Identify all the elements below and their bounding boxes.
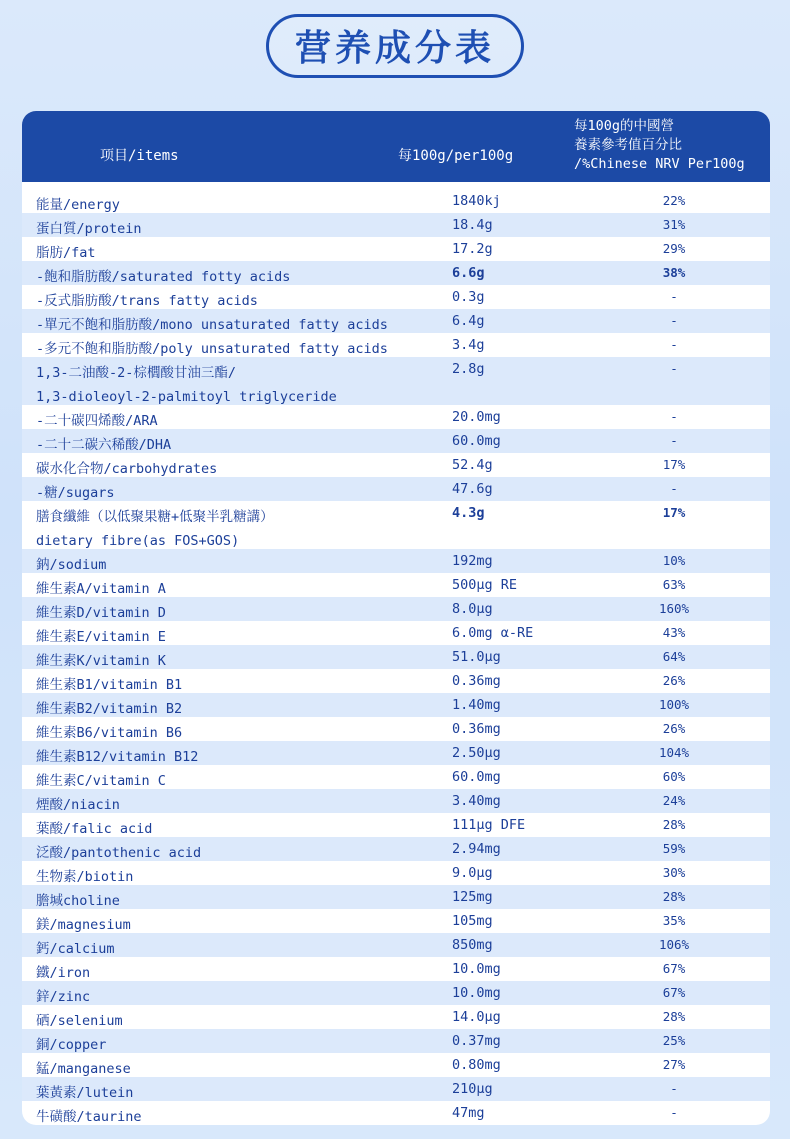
nutrient-name [36,337,446,357]
nutrient-nrv: 17% [662,457,686,472]
table-row [22,1053,770,1077]
table-row [22,789,770,813]
table-row [22,1005,770,1029]
table-row [22,237,770,261]
table-row [22,765,770,789]
nutrient-value: 0.37mg [452,1033,501,1049]
nutrient-name [36,649,446,669]
nutrient-name [36,553,446,573]
nutrient-value: 3.40mg [452,793,501,809]
table-row [22,597,770,621]
nutrient-nrv: - [670,1105,678,1120]
nutrient-name-line1: -糖/sugars [36,485,115,501]
nutrient-nrv: 22% [662,193,686,208]
nutrient-nrv: 67% [662,985,686,1000]
nutrient-name-line1: 錳/manganese [36,1061,131,1077]
title-container [0,14,790,78]
table-row [22,501,770,549]
table-row [22,693,770,717]
nutrient-name-line1: 鎂/magnesium [36,917,131,933]
table-row [22,189,770,213]
nutrient-nrv: 60% [662,769,686,784]
nutrient-nrv: - [670,1081,678,1096]
nutrient-name-line1: -二十二碳六稀酸/DHA [36,437,172,453]
nutrient-name-line1: 維生素K/vitamin K [36,653,166,669]
nutrient-value: 0.36mg [452,673,501,689]
nutrient-name-line2: dietary fibre(as FOS+GOS) [36,533,240,549]
nutrient-name-line1: 1,3-二油酸-2-棕櫚酸甘油三酯/ [36,365,237,381]
table-row [22,453,770,477]
table-row [22,333,770,357]
nutrient-name-line1: 泛酸/pantothenic acid [36,845,202,861]
nutrient-name-line1: 生物素/biotin [36,869,134,885]
table-row [22,621,770,645]
nutrient-name-line1: 維生素B12/vitamin B12 [36,749,199,765]
table-row [22,741,770,765]
nutrient-name [36,697,446,717]
nutrient-name-line1: 牛磺酸/taurine [36,1109,142,1125]
nutrient-name-line1: 鈣/calcium [36,941,115,957]
nutrient-nrv: 31% [662,217,686,232]
nutrient-name [36,265,446,285]
nutrient-value: 60.0mg [452,433,501,449]
nutrient-name [36,1081,446,1101]
nutrient-name-line1: -反式脂肪酸/trans fatty acids [36,293,258,309]
nutrient-name-line1: -單元不飽和脂肪酸/mono unsaturated fatty acids [36,317,388,333]
nutrient-value: 4.3g [452,505,485,521]
nutrient-name-line1: 蛋白質/protein [36,221,142,237]
nutrient-name-line1: 維生素D/vitamin D [36,605,166,621]
nutrient-nrv: - [670,361,678,376]
nutrient-nrv: 160% [658,601,690,616]
header-nrv [574,117,745,174]
nutrient-name-line1: 煙酸/niacin [36,797,120,813]
nutrient-value: 105mg [452,913,493,929]
nutrient-value: 14.0μg [452,1009,501,1025]
nutrient-name-line1: -飽和脂肪酸/saturated fotty acids [36,269,291,285]
nutrient-name-line1: 維生素E/vitamin E [36,629,166,645]
table-row [22,933,770,957]
nutrient-value: 47mg [452,1105,485,1121]
table-row [22,861,770,885]
nutrient-name-line1: 維生素A/vitamin A [36,581,166,597]
nutrient-name [36,889,446,909]
nutrient-nrv: 106% [658,937,690,952]
nutrient-nrv: 64% [662,649,686,664]
header-nrv-line2: 養素參考值百分比 [574,137,682,153]
table-row [22,357,770,405]
table-row [22,309,770,333]
nutrient-value: 0.80mg [452,1057,501,1073]
table-row [22,669,770,693]
nutrient-value: 52.4g [452,457,493,473]
table-row [22,957,770,981]
nutrient-name-line1: 維生素B6/vitamin B6 [36,725,183,741]
nutrient-name [36,577,446,597]
nutrient-value: 2.50μg [452,745,501,761]
nutrient-value: 18.4g [452,217,493,233]
nutrient-name [36,841,446,861]
table-row [22,837,770,861]
nutrient-nrv: 26% [662,721,686,736]
nutrient-nrv: 35% [662,913,686,928]
nutrient-nrv: 28% [662,889,686,904]
nutrient-value: 2.94mg [452,841,501,857]
nutrient-name [36,625,446,645]
nutrient-value: 47.6g [452,481,493,497]
header-per100g: 每100g/per100g [398,148,514,164]
table-row [22,813,770,837]
nutrient-name-line1: -二十碳四烯酸/ARA [36,413,158,429]
nutrient-name [36,433,446,453]
nutrient-nrv: 30% [662,865,686,880]
nutrient-value: 51.0μg [452,649,501,665]
nutrient-name [36,865,446,885]
nutrient-name [36,913,446,933]
nutrient-name [36,745,446,765]
table-row [22,1101,770,1125]
table-header [22,111,770,182]
page-title: 营养成分表 [266,14,524,78]
table-row [22,261,770,285]
nutrient-name [36,1105,446,1125]
nutrient-value: 6.6g [452,265,485,281]
table-row [22,909,770,933]
nutrient-name [36,481,446,501]
nutrient-nrv: 29% [662,241,686,256]
nutrient-name [36,241,446,261]
nutrient-name-line1: 維生素B2/vitamin B2 [36,701,183,717]
nutrient-name-line1: 鋅/zinc [36,989,91,1005]
nutrient-value: 0.36mg [452,721,501,737]
nutrient-name-line1: 膳食纖維（以低聚果糖+低聚半乳糖講） [36,509,274,525]
nutrient-value: 10.0mg [452,985,501,1001]
nutrient-name [36,937,446,957]
nutrient-nrv: 17% [662,505,686,520]
nutrient-nrv: - [670,313,678,328]
table-row [22,477,770,501]
nutrient-name-line1: 脂肪/fat [36,245,96,261]
nutrient-value: 500μg RE [452,577,518,593]
nutrient-nrv: - [670,289,678,304]
nutrient-value: 125mg [452,889,493,905]
nutrient-name [36,457,446,477]
table-row [22,573,770,597]
nutrient-nrv: 25% [662,1033,686,1048]
nutrient-nrv: 67% [662,961,686,976]
nutrient-nrv: 104% [658,745,690,760]
nutrient-name-line1: 膽堿choline [36,893,120,909]
nutrient-name [36,313,446,333]
nutrient-name-line1: 維生素B1/vitamin B1 [36,677,183,693]
nutrient-value: 6.4g [452,313,485,329]
table-row [22,717,770,741]
nutrient-nrv: 28% [662,1009,686,1024]
table-row [22,645,770,669]
nutrient-name [36,721,446,741]
header-nrv-line1: 每100g的中國營 [574,118,675,134]
nutrient-name [36,1057,446,1077]
nutrient-nrv: - [670,481,678,496]
nutrient-name [36,409,446,429]
table-body [22,189,770,1125]
nutrient-nrv: 26% [662,673,686,688]
nutrient-nrv: - [670,337,678,352]
nutrient-name-line1: 鈉/sodium [36,557,107,573]
nutrient-nrv: 100% [658,697,690,712]
nutrient-name-line1: 硒/selenium [36,1013,123,1029]
table-row [22,981,770,1005]
nutrient-name [36,289,446,309]
nutrient-name-line1: 碳水化合物/carbohydrates [36,461,218,477]
nutrient-name [36,601,446,621]
nutrient-name-line1: 葉黃素/lutein [36,1085,134,1101]
nutrient-name [36,217,446,237]
nutrient-nrv: 27% [662,1057,686,1072]
nutrient-nrv: 59% [662,841,686,856]
nutrient-name-line2: 1,3-dioleoyl-2-palmitoyl triglyceride [36,389,337,405]
nutrient-value: 210μg [452,1081,493,1097]
nutrient-value: 8.0μg [452,601,493,617]
nutrient-name [36,961,446,981]
nutrient-value: 850mg [452,937,493,953]
nutrient-name [36,793,446,813]
nutrient-value: 1840kj [452,193,501,209]
nutrient-name [36,1009,446,1029]
nutrient-name-line1: 維生素C/vitamin C [36,773,166,789]
nutrient-name [36,1033,446,1053]
table-row [22,1077,770,1101]
nutrient-value: 10.0mg [452,961,501,977]
table-row [22,285,770,309]
nutrient-name [36,817,446,837]
nutrient-value: 6.0mg α-RE [452,625,534,641]
nutrient-nrv: 38% [662,265,686,280]
header-nrv-line3: /%Chinese NRV Per100g [574,156,745,172]
nutrient-name [36,505,446,549]
nutrient-value: 20.0mg [452,409,501,425]
nutrition-table [22,111,770,1125]
table-row [22,213,770,237]
header-items: 项目/items [100,148,179,164]
nutrient-nrv: - [670,409,678,424]
nutrient-value: 0.3g [452,289,485,305]
nutrient-name [36,985,446,1005]
nutrient-value: 111μg DFE [452,817,526,833]
nutrient-nrv: 43% [662,625,686,640]
nutrient-value: 1.40mg [452,697,501,713]
nutrient-name-line1: 葉酸/falic acid [36,821,153,837]
table-row [22,885,770,909]
nutrient-nrv: 24% [662,793,686,808]
nutrient-name [36,769,446,789]
nutrient-value: 9.0μg [452,865,493,881]
nutrient-value: 192mg [452,553,493,569]
nutrient-nrv: 28% [662,817,686,832]
nutrient-name [36,193,446,213]
nutrient-name-line1: 鐵/iron [36,965,91,981]
nutrient-value: 2.8g [452,361,485,377]
nutrient-name-line1: 能量/energy [36,197,120,213]
table-row [22,429,770,453]
nutrient-value: 17.2g [452,241,493,257]
nutrient-nrv: 63% [662,577,686,592]
nutrient-nrv: 10% [662,553,686,568]
nutrient-name [36,361,446,405]
nutrient-name-line1: 銅/copper [36,1037,107,1053]
nutrient-nrv: - [670,433,678,448]
nutrient-value: 3.4g [452,337,485,353]
nutrient-name-line1: -多元不飽和脂肪酸/poly unsaturated fatty acids [36,341,388,357]
nutrient-name [36,673,446,693]
nutrient-value: 60.0mg [452,769,501,785]
table-row [22,549,770,573]
table-row [22,1029,770,1053]
table-row [22,405,770,429]
